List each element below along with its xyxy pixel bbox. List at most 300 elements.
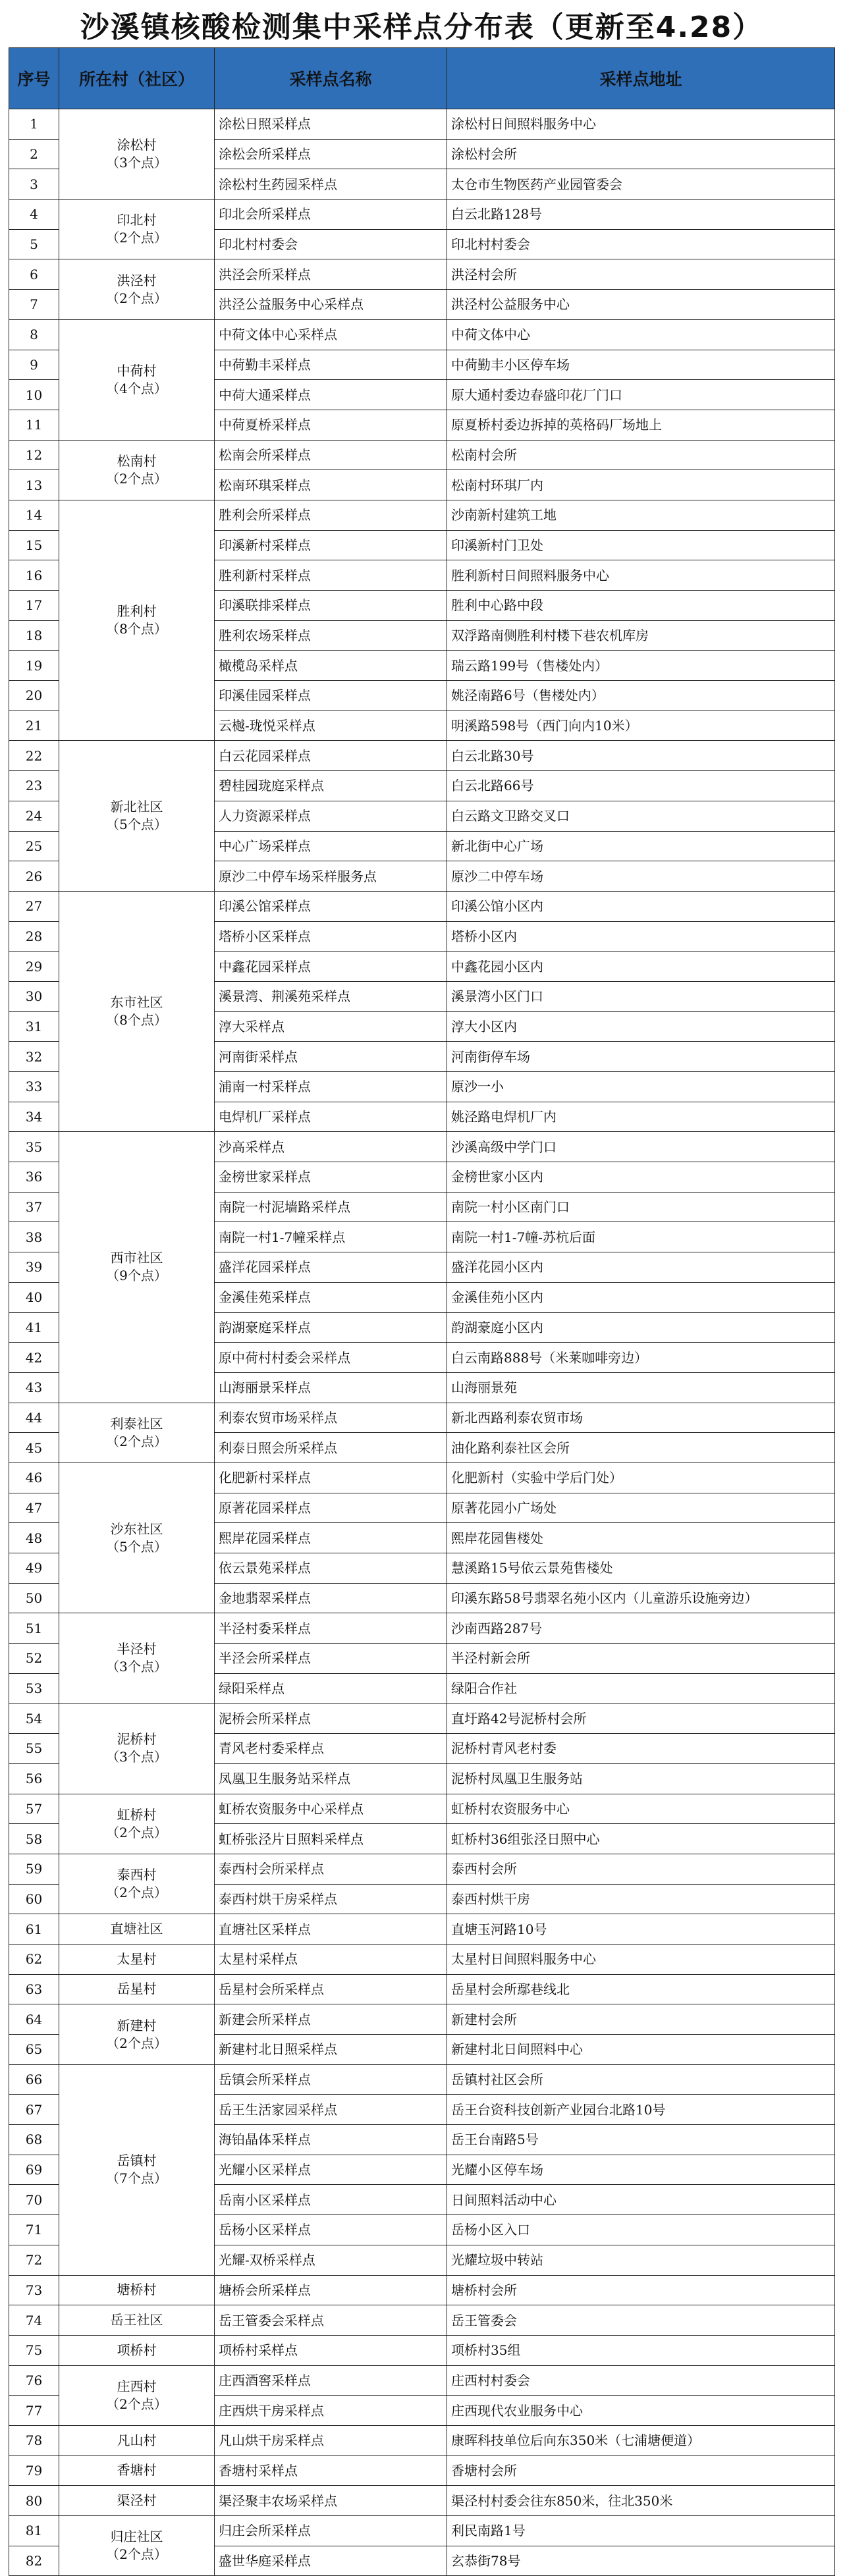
site-name: 岳王管委会采样点 [215,2305,447,2336]
row-index: 45 [9,1433,59,1463]
row-index: 51 [9,1613,59,1644]
site-name: 庄西酒窖采样点 [215,2365,447,2396]
row-index: 55 [9,1734,59,1764]
site-address: 新北西路利泰农贸市场 [447,1403,835,1433]
site-address: 原沙二中停车场 [447,861,835,892]
row-index: 67 [9,2095,59,2125]
village-cell [59,2275,215,2305]
site-address: 洪泾村会所 [447,259,835,290]
site-address: 原夏桥村委边拆掉的英格码厂场地上 [447,410,835,440]
village-site-count: （3个点） [106,1749,167,1765]
table-row [9,1462,835,1493]
site-name: 胜利会所采样点 [215,500,447,530]
site-address: 南院一村小区南门口 [447,1192,835,1222]
site-name: 塘桥会所采样点 [215,2275,447,2305]
site-address: 虹桥村农资服务中心 [447,1794,835,1824]
site-name: 原沙二中停车场采样服务点 [215,861,447,892]
site-address: 新北街中心广场 [447,831,835,861]
site-address: 半泾村新会所 [447,1644,835,1674]
site-name: 泰西村会所采样点 [215,1854,447,1884]
site-name: 庄西烘干房采样点 [215,2396,447,2426]
village-name: 香塘村 [117,2462,157,2479]
site-name: 利泰日照会所采样点 [215,1433,447,1463]
row-index: 1 [9,109,59,140]
village-name: 庄西村 [117,2378,157,2394]
site-name: 浦南一村采样点 [215,1072,447,1102]
site-address: 塘桥村会所 [447,2275,835,2305]
village-cell [59,2064,215,2275]
village-cell [59,2004,215,2064]
site-address: 慧溪路15号依云景苑售楼处 [447,1553,835,1584]
site-name: 中荷大通采样点 [215,380,447,410]
site-name: 盛世华庭采样点 [215,2546,447,2576]
site-address: 泰西村烘干房 [447,1884,835,1914]
site-address: 化肥新村（实验中学后门处） [447,1462,835,1493]
row-index: 26 [9,861,59,892]
village-cell [59,259,215,319]
site-address: 金溪佳苑小区内 [447,1282,835,1312]
table-header-row [9,48,835,109]
village-name: 中荷村 [117,362,157,379]
site-name: 原著花园采样点 [215,1493,447,1523]
table-row [9,1613,835,1644]
site-name: 泰西村烘干房采样点 [215,1884,447,1914]
row-index: 27 [9,891,59,921]
site-address: 岳王管委会 [447,2305,835,2336]
row-index: 47 [9,1493,59,1523]
site-address: 熙岸花园售楼处 [447,1523,835,1553]
site-name: 南院一村1-7幢采样点 [215,1222,447,1252]
site-address: 中荷勤丰小区停车场 [447,350,835,380]
site-address: 香塘村会所 [447,2455,835,2486]
village-cell [59,1974,215,2004]
site-address: 泥桥村凤凰卫生服务站 [447,1763,835,1794]
village-name: 利泰社区 [110,1415,163,1432]
village-site-count: （2个点） [106,1885,167,1901]
site-name: 中荷文体中心采样点 [215,319,447,350]
village-cell [59,2305,215,2336]
site-name: 洪泾会所采样点 [215,259,447,290]
village-name: 渠泾村 [117,2492,157,2509]
row-index: 43 [9,1372,59,1403]
header-site-address: 采样点地址 [447,48,835,109]
table-row [9,2516,835,2546]
site-name: 洪泾公益服务中心采样点 [215,290,447,320]
page-title: 沙溪镇核酸检测集中采样点分布表（更新至4.28） [80,11,763,44]
village-name: 东市社区 [110,994,163,1011]
site-name: 岳星村会所采样点 [215,1974,447,2004]
village-site-count: （8个点） [106,621,167,637]
site-name: 沙高采样点 [215,1132,447,1162]
site-address: 岳星村会所鄢巷线北 [447,1974,835,2004]
table-body [9,109,835,2576]
village-cell [59,1132,215,1403]
site-address: 利民南路1号 [447,2516,835,2546]
village-site-count: （9个点） [106,1268,167,1284]
site-name: 南院一村泥墙路采样点 [215,1192,447,1222]
row-index: 31 [9,1011,59,1042]
site-address: 渠泾村村委会往东850米，往北350米 [447,2486,835,2516]
site-name: 依云景苑采样点 [215,1553,447,1584]
row-index: 75 [9,2335,59,2365]
village-site-count: （5个点） [106,817,167,833]
village-name: 塘桥村 [117,2282,157,2298]
village-name: 半泾村 [117,1641,157,1657]
site-name: 岳王生活家园采样点 [215,2095,447,2125]
site-address: 泥桥村青风老村委 [447,1734,835,1764]
row-index: 35 [9,1132,59,1162]
village-name: 凡山村 [117,2432,157,2448]
row-index: 4 [9,200,59,230]
header-site-name: 采样点名称 [215,48,447,109]
row-index: 2 [9,139,59,169]
row-index: 65 [9,2035,59,2065]
site-name: 半泾会所采样点 [215,1644,447,1674]
site-address: 庄西村村委会 [447,2365,835,2396]
site-address: 明溪路598号（西门向内10米） [447,711,835,741]
site-address: 太仓市生物医药产业园管委会 [447,169,835,200]
site-address: 双浮路南侧胜利村楼下巷农机库房 [447,620,835,651]
site-address: 盛洋花园小区内 [447,1252,835,1283]
site-address: 白云路文卫路交叉口 [447,801,835,831]
table-row [9,2064,835,2095]
village-site-count: （2个点） [106,2396,167,2412]
village-name: 岳王社区 [110,2312,163,2328]
row-index: 71 [9,2215,59,2245]
site-address: 印溪新村门卫处 [447,530,835,560]
row-index: 19 [9,651,59,681]
row-index: 77 [9,2396,59,2426]
site-address: 沙溪高级中学门口 [447,1132,835,1162]
site-address: 白云南路888号（米莱咖啡旁边） [447,1343,835,1373]
site-address: 泰西村会所 [447,1854,835,1884]
village-name: 岳星村 [117,1981,157,1997]
row-index: 11 [9,410,59,440]
site-name: 原中荷村村委会采样点 [215,1343,447,1373]
table-row [9,2425,835,2455]
row-index: 80 [9,2486,59,2516]
row-index: 22 [9,741,59,771]
table-row [9,2455,835,2486]
village-name: 太星村 [117,1950,157,1967]
table-row [9,2275,835,2305]
table-row [9,2486,835,2516]
table-row [9,891,835,921]
table-row [9,2305,835,2336]
site-name: 泥桥会所采样点 [215,1704,447,1734]
row-index: 70 [9,2185,59,2215]
site-address: 岳王台资科技创新产业园台北路10号 [447,2095,835,2125]
site-name: 胜利新村采样点 [215,560,447,591]
row-index: 61 [9,1914,59,1945]
header-village: 所在村（社区） [59,48,215,109]
site-address: 沙南西路287号 [447,1613,835,1644]
row-index: 46 [9,1462,59,1493]
sampling-sites-table [9,47,835,2576]
table-row [9,1704,835,1734]
site-name: 印北村村委会 [215,229,447,259]
village-cell [59,1794,215,1854]
village-name: 涂松村 [117,137,157,153]
site-name: 中荷勤丰采样点 [215,350,447,380]
row-index: 24 [9,801,59,831]
site-name: 塔桥小区采样点 [215,921,447,952]
village-cell [59,440,215,500]
site-address: 松南村环琪厂内 [447,470,835,500]
site-address: 印溪东路58号翡翠名苑小区内（儿童游乐设施旁边） [447,1583,835,1613]
site-address: 岳王台南路5号 [447,2125,835,2155]
village-name: 泰西村 [117,1867,157,1883]
site-name: 项桥村采样点 [215,2335,447,2365]
row-index: 56 [9,1763,59,1794]
table-row [9,1854,835,1884]
site-name: 韵湖豪庭采样点 [215,1312,447,1343]
village-cell [59,2486,215,2516]
site-address: 玄恭街78号 [447,2546,835,2576]
site-address: 白云北路128号 [447,200,835,230]
site-name: 印北会所采样点 [215,200,447,230]
village-site-count: （5个点） [106,1538,167,1555]
site-name: 胜利农场采样点 [215,620,447,651]
village-site-count: （4个点） [106,380,167,396]
site-name: 虹桥张泾片日照料采样点 [215,1824,447,1854]
village-cell [59,2425,215,2455]
row-index: 63 [9,1974,59,2004]
site-name: 中鑫花园采样点 [215,952,447,982]
village-site-count: （2个点） [106,290,167,306]
row-index: 62 [9,1944,59,1974]
village-site-count: （2个点） [106,2035,167,2051]
village-cell [59,319,215,440]
village-site-count: （2个点） [106,470,167,487]
village-name: 胜利村 [117,603,157,620]
village-cell [59,1854,215,1914]
table-row [9,109,835,140]
site-address: 日间照料活动中心 [447,2185,835,2215]
village-cell [59,1462,215,1613]
site-address: 胜利中心路中段 [447,591,835,621]
village-site-count: （7个点） [106,2170,167,2187]
row-index: 69 [9,2155,59,2185]
site-name: 白云花园采样点 [215,741,447,771]
row-index: 21 [9,711,59,741]
site-name: 岳杨小区采样点 [215,2215,447,2245]
table-row [9,200,835,230]
village-name: 直塘社区 [110,1921,163,1937]
site-name: 新建会所采样点 [215,2004,447,2035]
site-name: 涂松日照采样点 [215,109,447,140]
site-name: 印溪公馆采样点 [215,891,447,921]
row-index: 13 [9,470,59,500]
site-name: 渠泾聚丰农场采样点 [215,2486,447,2516]
site-name: 溪景湾、荆溪苑采样点 [215,981,447,1011]
table-row [9,500,835,530]
site-address: 金榜世家小区内 [447,1162,835,1193]
village-cell [59,500,215,741]
site-name: 熙岸花园采样点 [215,1523,447,1553]
site-name: 青风老村委采样点 [215,1734,447,1764]
row-index: 39 [9,1252,59,1283]
row-index: 14 [9,500,59,530]
row-index: 10 [9,380,59,410]
site-name: 盛洋花园采样点 [215,1252,447,1283]
site-address: 沙南新村建筑工地 [447,500,835,530]
table-row [9,1403,835,1433]
row-index: 82 [9,2546,59,2576]
site-name: 涂松村生药园采样点 [215,169,447,200]
row-index: 12 [9,440,59,470]
village-site-count: （2个点） [106,1824,167,1840]
row-index: 32 [9,1042,59,1072]
site-name: 云樾-珑悦采样点 [215,711,447,741]
table-row [9,741,835,771]
village-name: 项桥村 [117,2342,157,2358]
header-index: 序号 [9,48,59,109]
village-site-count: （2个点） [106,230,167,246]
site-address: 淳大小区内 [447,1011,835,1042]
site-name: 印溪佳园采样点 [215,681,447,711]
site-address: 涂松村会所 [447,139,835,169]
site-address: 光耀小区停车场 [447,2155,835,2185]
row-index: 52 [9,1644,59,1674]
row-index: 23 [9,771,59,801]
table-row [9,1914,835,1945]
site-name: 化肥新村采样点 [215,1462,447,1493]
village-cell [59,2335,215,2365]
site-name: 虹桥农资服务中心采样点 [215,1794,447,1824]
site-name: 直塘社区采样点 [215,1914,447,1945]
village-name: 新建村 [117,2017,157,2033]
village-site-count: （3个点） [106,1659,167,1675]
site-name: 凤凰卫生服务站采样点 [215,1763,447,1794]
site-name: 河南街采样点 [215,1042,447,1072]
site-name: 绿阳采样点 [215,1673,447,1704]
row-index: 73 [9,2275,59,2305]
row-index: 59 [9,1854,59,1884]
village-name: 西市社区 [110,1250,163,1266]
site-name: 中心广场采样点 [215,831,447,861]
row-index: 72 [9,2245,59,2275]
row-index: 50 [9,1583,59,1613]
row-index: 5 [9,229,59,259]
site-address: 油化路利泰社区会所 [447,1433,835,1463]
village-name: 印北村 [117,212,157,228]
site-address: 涂松村日间照料服务中心 [447,109,835,140]
site-name: 半泾村委采样点 [215,1613,447,1644]
table-row [9,1974,835,2004]
row-index: 44 [9,1403,59,1433]
site-name: 金溪佳苑采样点 [215,1282,447,1312]
row-index: 68 [9,2125,59,2155]
row-index: 9 [9,350,59,380]
site-address: 印北村村委会 [447,229,835,259]
village-cell [59,200,215,259]
row-index: 53 [9,1673,59,1704]
site-address: 光耀垃圾中转站 [447,2245,835,2275]
village-cell [59,741,215,891]
site-name: 光耀-双桥采样点 [215,2245,447,2275]
site-address: 山海丽景苑 [447,1372,835,1403]
row-index: 30 [9,981,59,1011]
row-index: 34 [9,1102,59,1132]
site-address: 河南街停车场 [447,1042,835,1072]
table-row [9,1132,835,1162]
row-index: 58 [9,1824,59,1854]
row-index: 66 [9,2064,59,2095]
site-address: 岳杨小区入口 [447,2215,835,2245]
village-site-count: （8个点） [106,1012,167,1029]
row-index: 8 [9,319,59,350]
site-name: 岳南小区采样点 [215,2185,447,2215]
village-name: 松南村 [117,452,157,469]
village-name: 新北社区 [110,799,163,815]
row-index: 74 [9,2305,59,2336]
site-name: 新建村北日照采样点 [215,2035,447,2065]
row-index: 48 [9,1523,59,1553]
site-name: 利泰农贸市场采样点 [215,1403,447,1433]
site-address: 溪景湾小区门口 [447,981,835,1011]
village-name: 洪泾村 [117,272,157,288]
site-address: 胜利新村日间照料服务中心 [447,560,835,591]
row-index: 29 [9,952,59,982]
site-name: 山海丽景采样点 [215,1372,447,1403]
village-cell [59,109,215,200]
site-name: 香塘村采样点 [215,2455,447,2486]
site-address: 瑞云路199号（售楼处内） [447,651,835,681]
village-cell [59,1613,215,1704]
site-name: 太星村采样点 [215,1944,447,1974]
row-index: 60 [9,1884,59,1914]
row-index: 42 [9,1343,59,1373]
row-index: 54 [9,1704,59,1734]
row-index: 20 [9,681,59,711]
site-name: 印溪新村采样点 [215,530,447,560]
row-index: 41 [9,1312,59,1343]
site-address: 庄西现代农业服务中心 [447,2396,835,2426]
row-index: 3 [9,169,59,200]
village-name: 泥桥村 [117,1731,157,1748]
row-index: 49 [9,1553,59,1584]
village-cell [59,2365,215,2425]
site-address: 直圩路42号泥桥村会所 [447,1704,835,1734]
row-index: 38 [9,1222,59,1252]
row-index: 25 [9,831,59,861]
village-cell [59,2516,215,2576]
site-name: 光耀小区采样点 [215,2155,447,2185]
site-address: 姚泾南路6号（售楼处内） [447,681,835,711]
site-name: 岳镇会所采样点 [215,2064,447,2095]
site-address: 姚泾路电焊机厂内 [447,1102,835,1132]
site-name: 海铂晶体采样点 [215,2125,447,2155]
site-address: 岳镇村社区会所 [447,2064,835,2095]
site-address: 原沙一小 [447,1072,835,1102]
village-site-count: （3个点） [106,155,167,171]
row-index: 64 [9,2004,59,2035]
village-cell [59,1914,215,1945]
site-address: 印溪公馆小区内 [447,891,835,921]
site-address: 新建村北日间照料中心 [447,2035,835,2065]
site-address: 康晖科技单位后向东350米（七浦塘便道） [447,2425,835,2455]
row-index: 76 [9,2365,59,2396]
table-row [9,1944,835,1974]
site-name: 涂松会所采样点 [215,139,447,169]
site-address: 虹桥村36组张泾日照中心 [447,1824,835,1854]
site-address: 原著花园小广场处 [447,1493,835,1523]
row-index: 18 [9,620,59,651]
table-row [9,2004,835,2035]
row-index: 36 [9,1162,59,1193]
village-name: 沙东社区 [110,1520,163,1537]
